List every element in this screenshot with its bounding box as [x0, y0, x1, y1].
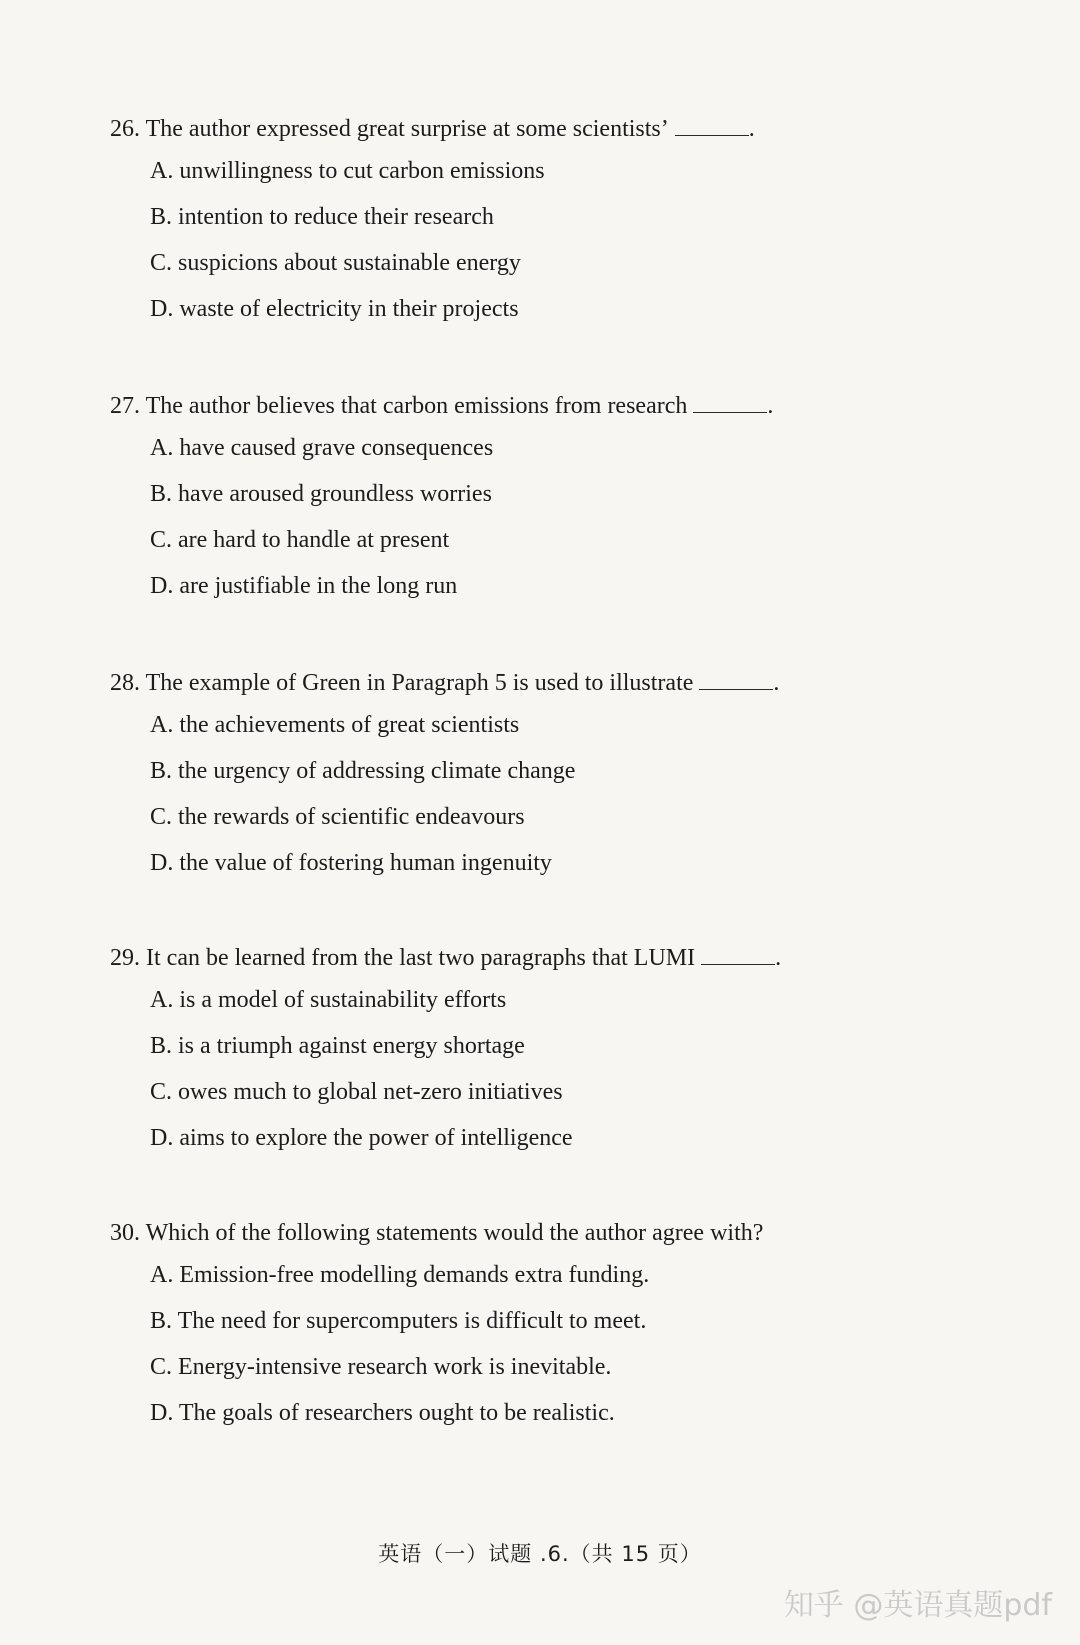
watermark: 知乎 @英语真题pdf [783, 1588, 1052, 1623]
option-c: C. suspicions about sustainable energy [150, 250, 521, 276]
option-b: B. the urgency of addressing climate change [150, 758, 576, 784]
option-d: D. waste of electricity in their projects [150, 296, 519, 322]
question-30 [110, 1217, 1010, 1443]
answer-blank [675, 113, 749, 136]
option-list [150, 155, 1010, 325]
option-d: D. aims to explore the power of intelligence [150, 1125, 573, 1151]
option-a: A. Emission-free modelling demands extra funding. [150, 1262, 650, 1288]
page-footer: 英语（一）试题 .6.（共 15 页） [378, 1542, 702, 1566]
question-26 [110, 113, 1010, 339]
question-28 [110, 667, 1010, 893]
question-stem: 28. The example of Green in Paragraph 5 is used to illustrate . [110, 667, 1010, 699]
answer-blank [701, 942, 775, 965]
option-list [150, 432, 1010, 602]
question-27 [110, 390, 1010, 616]
question-stem: 27. The author believes that carbon emissions from research . [110, 390, 1010, 422]
option-b: B. intention to reduce their research [150, 204, 494, 230]
option-a: A. is a model of sustainability efforts [150, 987, 507, 1013]
option-d: D. The goals of researchers ought to be realistic. [150, 1400, 615, 1426]
answer-blank [693, 390, 767, 413]
option-b: B. have aroused groundless worries [150, 481, 492, 507]
option-list [150, 984, 1010, 1154]
option-a: A. unwillingness to cut carbon emissions [150, 158, 545, 184]
option-list [150, 709, 1010, 879]
question-stem: 30. Which of the following statements would the author agree with? [110, 1220, 764, 1246]
option-b: B. The need for supercomputers is difficult to meet. [150, 1308, 647, 1334]
option-c: C. are hard to handle at present [150, 527, 450, 553]
answer-blank [699, 667, 773, 690]
option-b: B. is a triumph against energy shortage [150, 1033, 525, 1059]
option-d: D. the value of fostering human ingenuity [150, 850, 552, 876]
option-list [150, 1259, 1010, 1429]
question-29 [110, 942, 1010, 1168]
option-a: A. the achievements of great scientists [150, 712, 520, 738]
option-c: C. Energy-intensive research work is inevitable. [150, 1354, 612, 1380]
option-c: C. owes much to global net-zero initiatives [150, 1079, 563, 1105]
option-c: C. the rewards of scientific endeavours [150, 804, 525, 830]
option-a: A. have caused grave consequences [150, 435, 494, 461]
option-d: D. are justifiable in the long run [150, 573, 458, 599]
question-stem: 29. It can be learned from the last two paragraphs that LUMI . [110, 942, 1010, 974]
question-stem: 26. The author expressed great surprise at some scientists’ . [110, 113, 1010, 145]
